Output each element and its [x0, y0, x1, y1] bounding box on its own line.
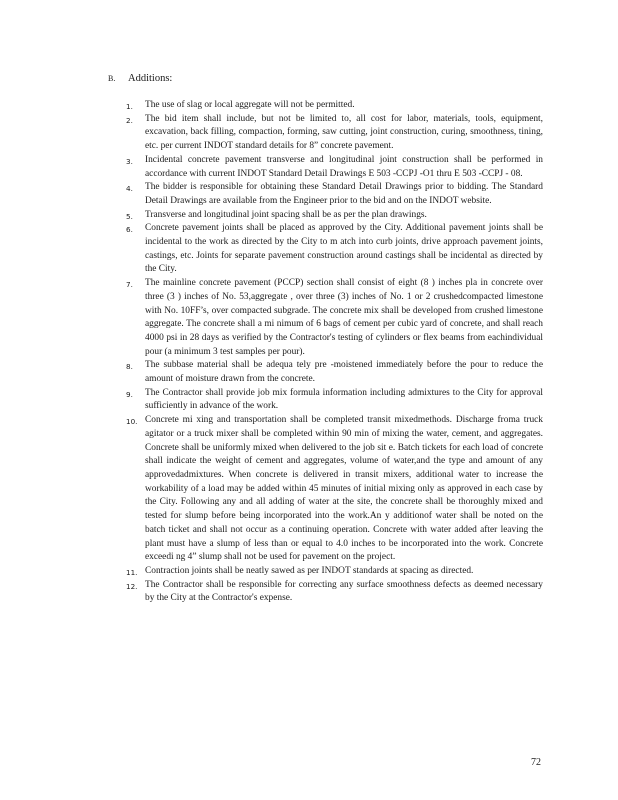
item-text: The use of slag or local aggregate will not be permitted. — [145, 100, 355, 110]
item-number: 11. — [126, 567, 138, 577]
item-text: The Contractor shall be responsible for correcting any surface smoothness defects as deemed necessary by the City at the Contractor's expense. — [145, 579, 543, 604]
list-item — [0, 222, 618, 277]
section-letter: B. — [108, 74, 116, 83]
list-item — [0, 359, 618, 386]
list-item — [0, 209, 618, 223]
item-number: 6. — [126, 225, 133, 235]
item-number: 2. — [126, 115, 133, 125]
list-item — [0, 181, 618, 208]
list-item — [0, 565, 618, 579]
item-text: The bidder is responsible for obtaining these Standard Detail Drawings prior to bidding. The Standard Detail Drawings are available from the Engineer prior to the bid and on the INDOT website. — [145, 182, 543, 206]
item-text: Concrete pavement joints shall be placed as approved by the City. Additional pavement joints shall be incidental to the work as directed by the City to m atch into curb joints, drive approach pavement joints, castings, etc. Joints for separate pavement construction around castings shall be incidental as directed by the City. — [145, 223, 543, 275]
list-item — [0, 579, 618, 606]
item-number: 1. — [126, 102, 133, 111]
list-item — [0, 154, 618, 181]
page-number: 72 — [531, 757, 541, 768]
item-number: 10. — [126, 417, 138, 427]
item-text: Transverse and longitudinal joint spacing shall be as per the plan drawings. — [145, 209, 427, 220]
list-item — [0, 387, 618, 414]
item-text: Concrete mi xing and transportation shall be completed transit mixedmethods. Discharge froma truck agitator or a truck mixer shall be completed within 90 min of mixing the water, cement, and aggregates. Concrete shall be uniformly mixed when delivered to the job sit e. Batch tickets for each load of concrete shall indicate the weight of cement and aggregates, volume of water,and the type and amount of any approvedadmixtures. When concrete is delivered in transit mixers, additional water to increase the workability of a load may be added within 45 minutes of initial mixing only as approved in each case by the City. Following any and all adding of water at the site, the concrete shall be thoroughly mixed and tested for slump before being incorporated into the work.An y additionof water shall be noted on the batch ticket and shall not occur as a continuing operation. Concrete with water added after leaving the plant must have a slump of less than or equal to 4.0 inches to be incorporated into the work. Concrete exceedi ng 4” slump shall not be used for pavement on the project. — [145, 415, 543, 563]
item-number: 9. — [126, 389, 133, 399]
list-item — [0, 99, 618, 113]
list-item — [0, 277, 618, 359]
section-heading — [108, 72, 172, 86]
item-text: Contraction joints shall be neatly sawed as per INDOT standards at spacing as directed. — [145, 565, 474, 576]
item-number: 8. — [126, 362, 133, 372]
list-item — [0, 113, 618, 154]
list-item — [0, 414, 618, 565]
section-title: Additions: — [128, 73, 173, 84]
item-text: The mainline concrete pavement (PCCP) section shall consist of eight (8 ) inches pla in concrete over three (3 ) inches of No. 53,aggregate , over three (3) inches of No. 1 or 2 crushedcompacted limestone with No. 10FF’s, over compacted subgrade. The concrete mix shall be developed from crushed limestone aggregate. The concrete shall a mi nimum of 6 bags of cement per cubic yard of concrete, and shall reach 4000 psi in 28 days as verified by the Contractor's testing of cylinders or flex beams from eachindividual pour (a minimum 3 test samples per pour). — [145, 278, 543, 357]
item-number: 5. — [126, 211, 133, 221]
item-text: The Contractor shall provide job mix formula information including admixtures to the City for approval sufficiently in advance of the work. — [145, 387, 543, 412]
item-number: 3. — [126, 156, 133, 166]
item-number: 12. — [126, 581, 138, 591]
item-text: The bid item shall include, but not be limited to, all cost for labor, materials, tools, equipment, excavation, back filling, compaction, forming, saw cutting, joint construction, curing, smoothness, tining, etc. per current INDOT standard details for 8” concrete pavement. — [145, 113, 543, 152]
item-text: Incidental concrete pavement transverse and longitudinal joint construction shall be performed in accordance with current INDOT Standard Detail Drawings E 503 -CCPJ -O1 thru E 503 -CCPJ - 08. — [145, 154, 543, 179]
item-text: The subbase material shall be adequa tely pre -moistened immediately before the pour to reduce the amount of moisture drawn from the concrete. — [145, 360, 543, 385]
additions-list — [0, 99, 618, 606]
item-number: 7. — [126, 280, 133, 290]
item-number: 4. — [126, 184, 133, 194]
